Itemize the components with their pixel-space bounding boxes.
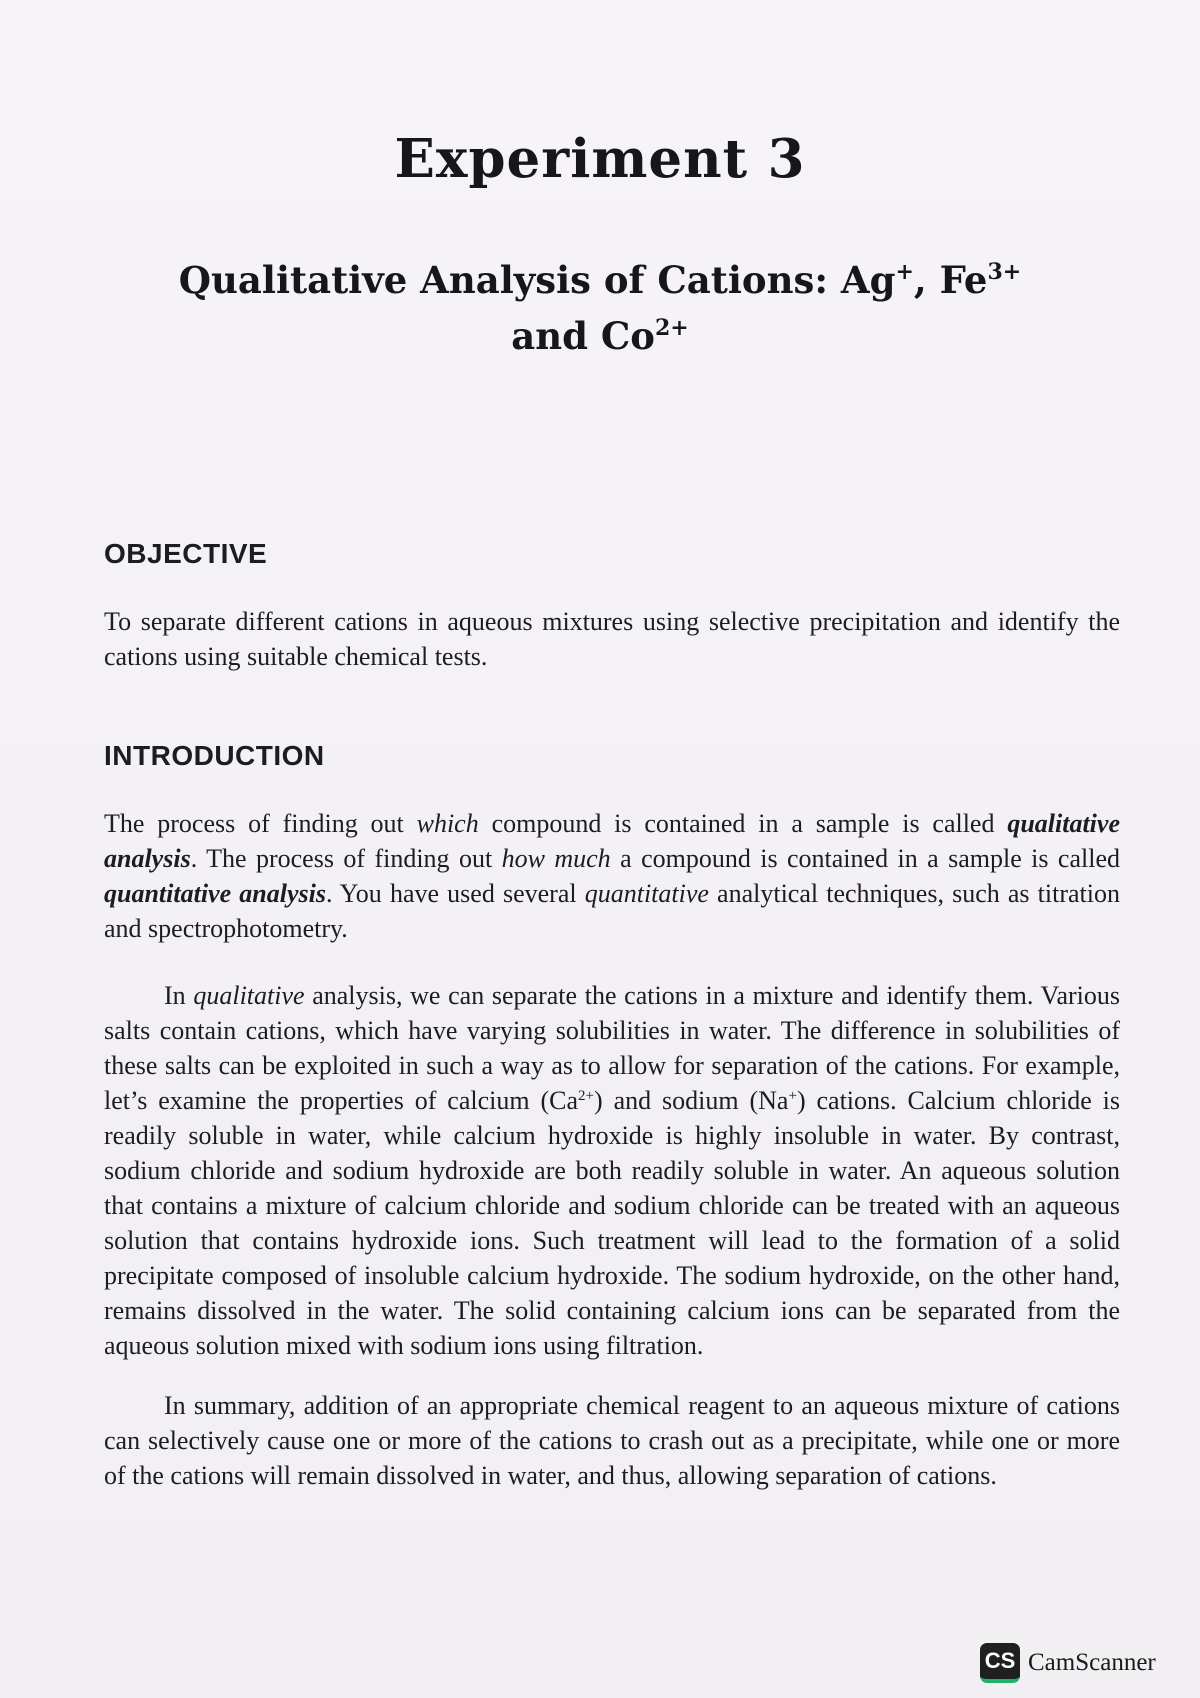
text-run: In [164,981,194,1010]
text-run: . The process of finding out [190,844,502,873]
objective-heading: OBJECTIVE [104,538,268,569]
na-charge: + [788,1088,797,1104]
page-subtitle [100,252,1100,364]
camscanner-name: CamScanner [1028,1649,1156,1676]
ca-charge: 2+ [578,1088,595,1104]
objective-text: To separate different cations in aqueous mixtures using selective precipitation and identify the cations using suitable chemical tests. [104,607,1120,671]
camscanner-watermark [980,1642,1156,1684]
co-charge: 2+ [655,315,689,341]
camscanner-logo-icon [980,1643,1020,1683]
intro-paragraph-1 [104,806,1120,946]
term-quantitative-analysis: quantitative analysis [104,879,326,908]
text-run: a compound is contained in a sample is called [610,844,1120,873]
text-run: ) cations. Calcium chloride is readily soluble in water, while calcium hydroxide is highly insoluble in water. By contrast, sodium chloride and sodium hydroxide are both readily soluble in water. An aqueous solution that contains a mixture of calcium chloride and sodium chloride can be treated with an aqueous solution that contains hydroxide ions. Such treatment will lead to the formation of a solid precipitate composed of insoluble calcium hydroxide. The sodium hydroxide, on the other hand, remains dissolved in the water. The solid containing calcium ions can be separated from the aqueous solution mixed with sodium ions using filtration. [104,1086,1120,1360]
subtitle-text: Qualitative Analysis of Cations: Ag [178,258,896,302]
text-run: ) and sodium (Na [594,1086,789,1115]
ag-charge: + [895,259,914,285]
emphasis: how much [501,844,611,873]
text-run: analysis, we can separate the cations in a mixture and identify them. Various salts contain cations, which have varying solubilities in water. The difference in solubilities of these salts can be exploited in such a way as to allow for separation of the cations. For example, let’s examine the properties of calcium (Ca [104,981,1120,1115]
text-run: compound is contained in a sample is called [478,809,1008,838]
emphasis: qualitative [193,981,305,1010]
page-title: Experiment 3 [394,128,806,190]
intro-paragraph-2 [104,978,1120,1363]
emphasis: quantitative [584,879,709,908]
introduction-heading: INTRODUCTION [104,740,325,771]
text-run: . You have used several [325,879,585,908]
logo-text: CS [984,1648,1016,1673]
intro-paragraph-3: In summary, addition of an appropriate chemical reagent to an aqueous mixture of cations can selectively cause one or more of the cations to crash out as a precipitate, while one or more of the cations will remain dissolved in water, and thus, allowing separation of cations. [104,1391,1120,1490]
subtitle-text: , Fe [913,258,988,302]
term-qualitative-analysis: qualitative analysis [104,809,1120,873]
subtitle-text: and Co [511,314,655,358]
emphasis: which [416,809,479,838]
fe-charge: 3+ [987,259,1022,285]
text-run: The process of finding out [104,809,417,838]
text-run: analytical techniques, such as titration and spectrophotometry. [104,879,1120,943]
